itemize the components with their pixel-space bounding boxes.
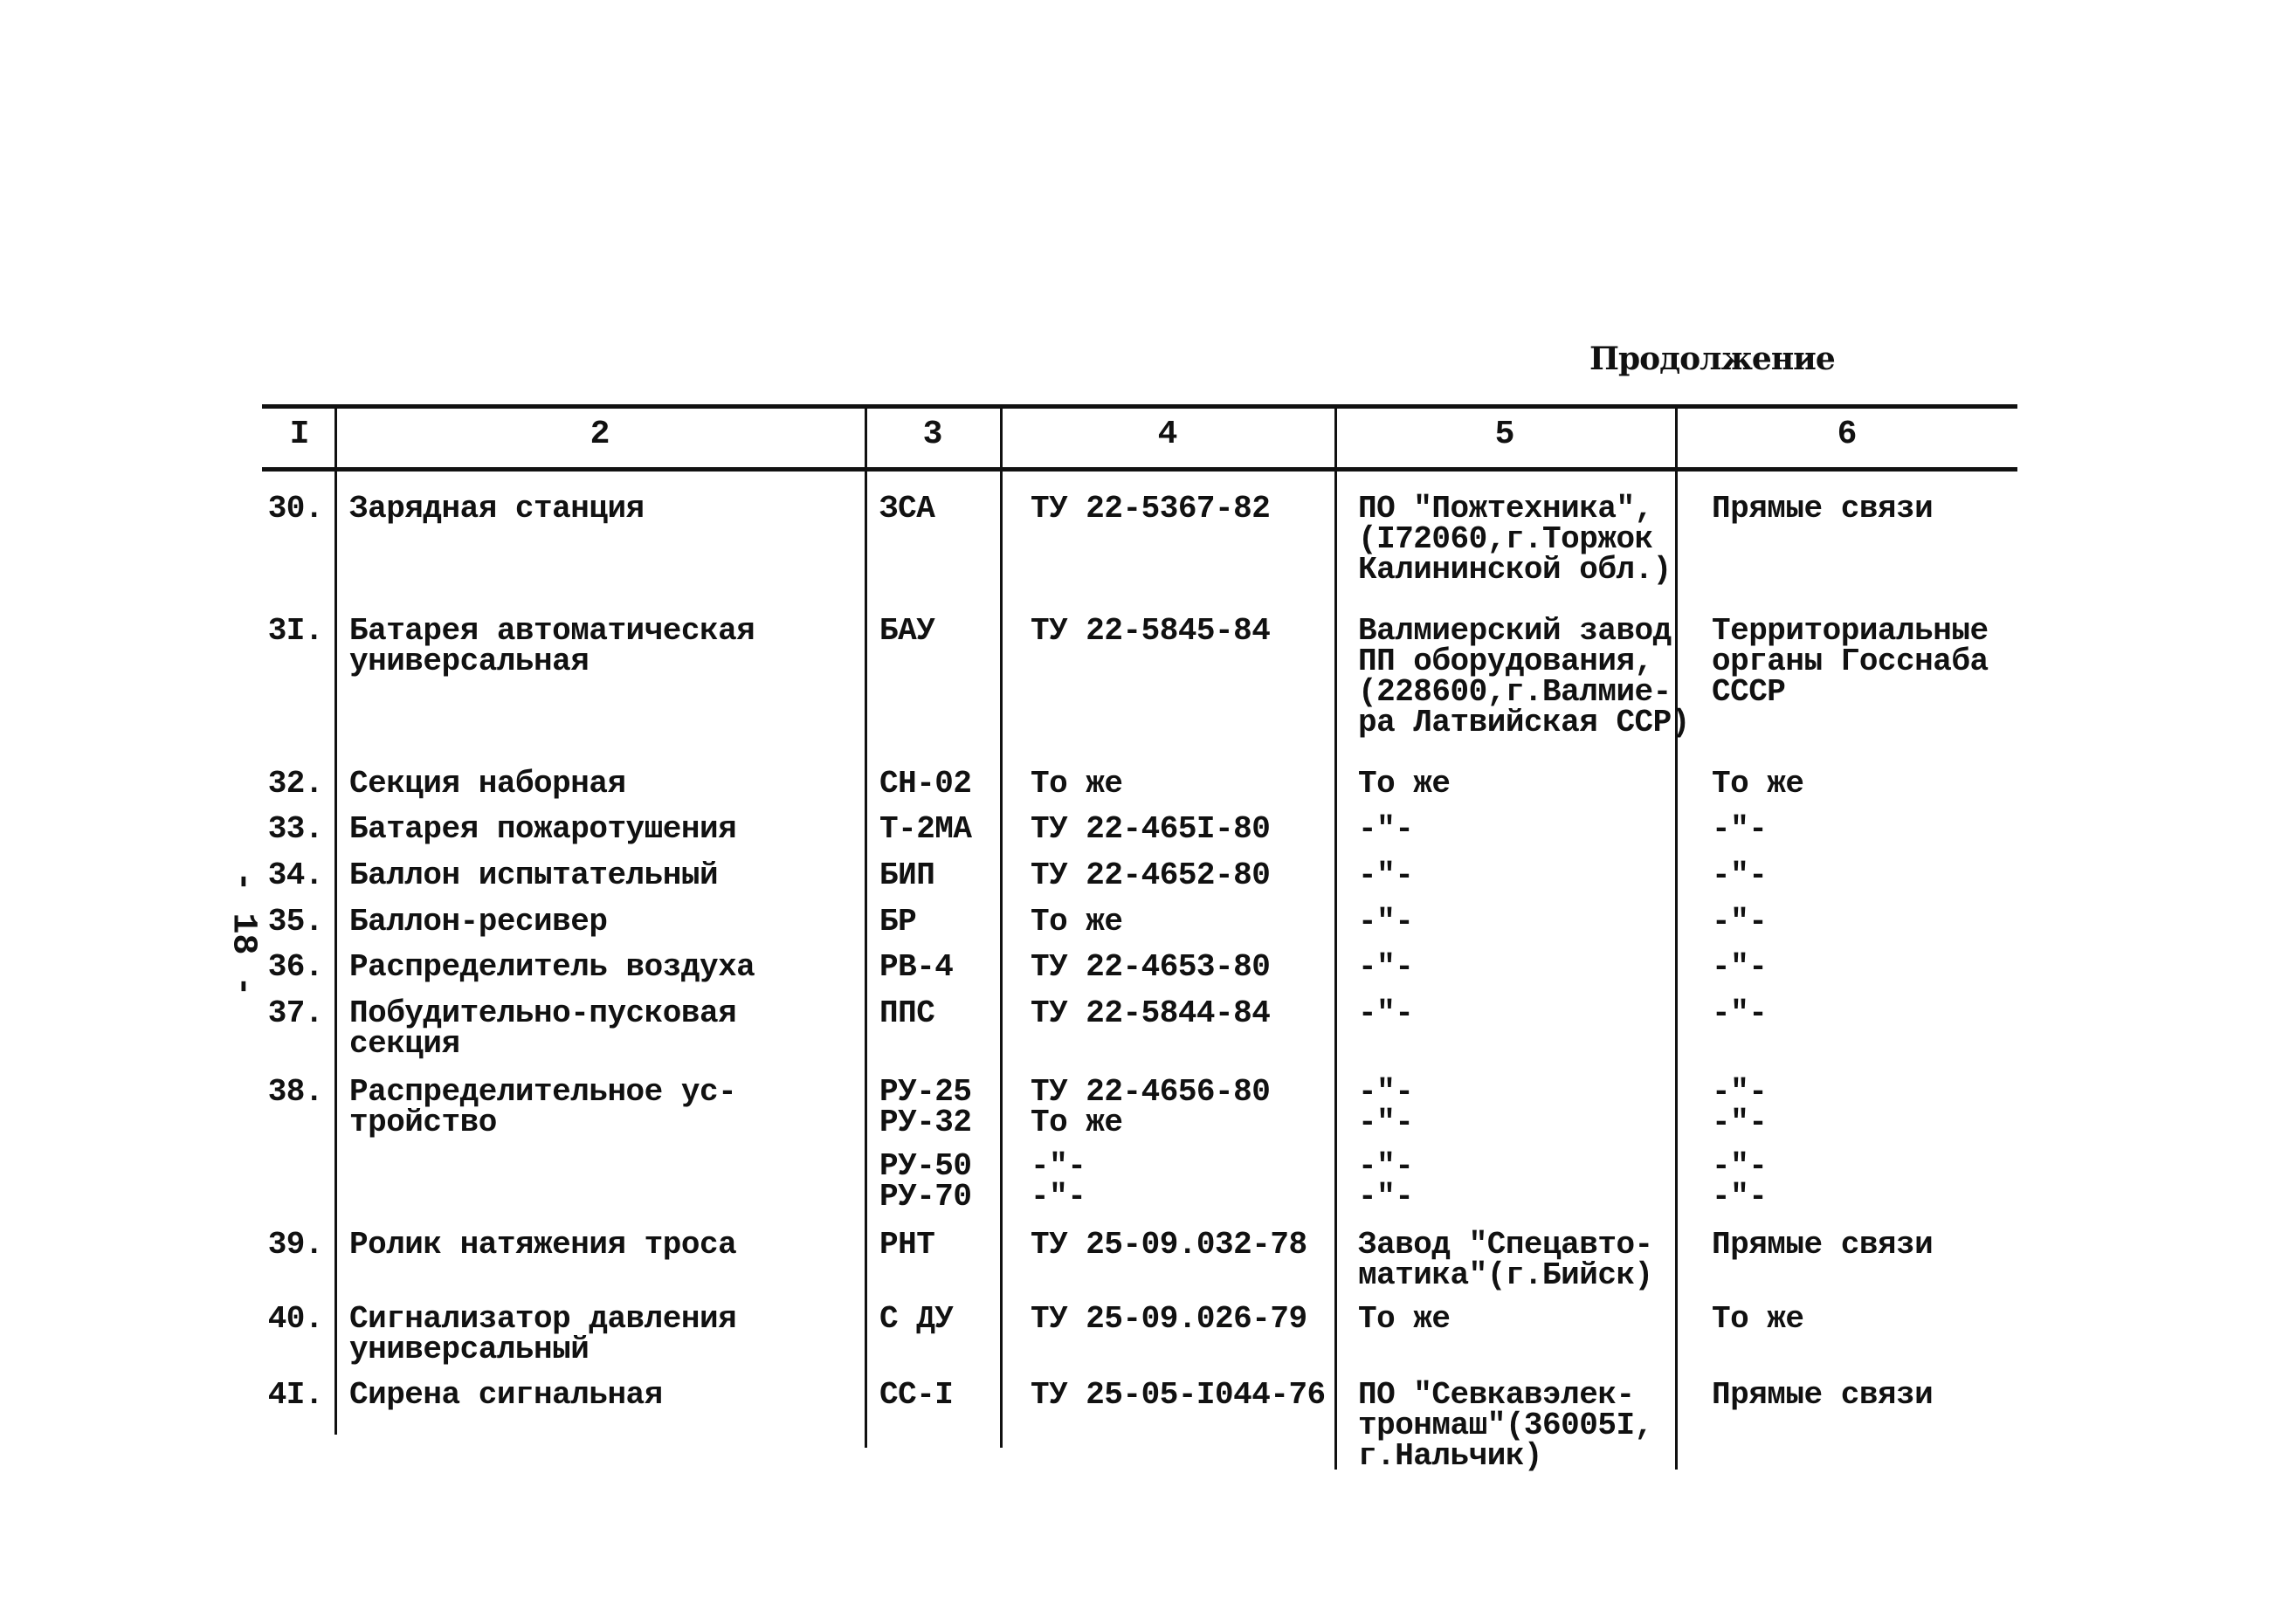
item-manufacturer: То же: [1358, 766, 1451, 802]
item-spec: ТУ 22-4653-80: [1031, 949, 1271, 985]
row-number: 37.: [267, 995, 323, 1031]
item-code: ЗСА: [879, 491, 935, 527]
item-name: Зарядная станция: [349, 491, 645, 527]
item-name: Распределительное ус- тройство: [349, 1074, 737, 1140]
item-manufacturer: -"- -"-: [1358, 1074, 1414, 1140]
item-supply: -"-: [1712, 857, 1768, 893]
item-code: РУ-50 РУ-70: [879, 1148, 972, 1215]
item-supply: -"-: [1712, 995, 1768, 1031]
column-divider-1: [334, 409, 337, 1435]
header-cell-3: 3: [922, 416, 943, 453]
item-name: Баллон испытательный: [349, 857, 719, 893]
item-supply: -"-: [1712, 811, 1768, 847]
item-code: ППС: [879, 995, 935, 1031]
item-name: Сигнализатор давления универсальный: [349, 1301, 737, 1367]
item-manufacturer: -"-: [1358, 995, 1414, 1031]
item-manufacturer: -"-: [1358, 949, 1414, 985]
item-code: СН-02: [879, 766, 972, 802]
item-name: Секция наборная: [349, 766, 626, 802]
row-number: 4I.: [267, 1377, 323, 1413]
item-supply: Территориальные органы Госснаба СССР: [1712, 613, 1989, 710]
item-manufacturer: ПО "Севкавэлек- тронмаш"(36005I, г.Нальчик): [1358, 1377, 1653, 1474]
item-supply: -"- -"-: [1712, 1074, 1768, 1140]
item-supply: Прямые связи: [1712, 1227, 1934, 1263]
item-name: Сирена сигнальная: [349, 1377, 663, 1413]
column-divider-3: [1000, 409, 1003, 1448]
row-number: 34.: [267, 857, 323, 893]
item-manufacturer: Валмиерский завод ПП оборудования, (228600,г.Валмие- ра Латвийская ССР): [1358, 613, 1690, 740]
item-manufacturer: То же: [1358, 1301, 1451, 1337]
row-number: 39.: [267, 1227, 323, 1263]
item-code: С ДУ: [879, 1301, 954, 1337]
item-supply: -"-: [1712, 949, 1768, 985]
item-spec: -"- -"-: [1031, 1148, 1086, 1215]
column-divider-4: [1334, 409, 1337, 1470]
item-name: Побудительно-пусковая секция: [349, 995, 737, 1062]
item-code: РУ-25 РУ-32: [879, 1074, 972, 1140]
item-manufacturer: -"- -"-: [1358, 1148, 1414, 1215]
item-supply: То же: [1712, 766, 1804, 802]
item-supply: Прямые связи: [1712, 491, 1934, 527]
header-cell-5: 5: [1494, 416, 1515, 453]
item-manufacturer: -"-: [1358, 904, 1414, 940]
column-divider-5: [1675, 409, 1678, 1470]
item-code: РНТ: [879, 1227, 935, 1263]
item-code: БАУ: [879, 613, 935, 649]
row-number: 38.: [267, 1074, 323, 1110]
continuation-label: Продолжение: [1589, 341, 1835, 377]
item-manufacturer: Завод "Спецавто- матика"(г.Бийск): [1358, 1227, 1653, 1293]
item-spec: ТУ 22-465I-80: [1031, 811, 1271, 847]
item-supply: То же: [1712, 1301, 1804, 1337]
item-code: РВ-4: [879, 949, 954, 985]
item-manufacturer: -"-: [1358, 857, 1414, 893]
header-cell-2: 2: [590, 416, 610, 453]
item-code: СС-I: [879, 1377, 954, 1413]
item-spec: ТУ 22-5367-82: [1031, 491, 1271, 527]
row-number: 30.: [267, 491, 323, 527]
item-spec: ТУ 22-4652-80: [1031, 857, 1271, 893]
table-header-rule: [262, 467, 2017, 472]
item-code: БР: [879, 904, 917, 940]
header-cell-6: 6: [1837, 416, 1858, 453]
item-name: Баллон-ресивер: [349, 904, 608, 940]
table-top-rule: [262, 404, 2017, 409]
column-divider-2: [865, 409, 867, 1448]
header-cell-4: 4: [1157, 416, 1178, 453]
row-number: 35.: [267, 904, 323, 940]
item-spec: ТУ 22-5845-84: [1031, 613, 1271, 649]
item-manufacturer: ПО "Пожтехника", (I72060,г.Торжок Калининской обл.): [1358, 491, 1672, 588]
item-supply: -"- -"-: [1712, 1148, 1768, 1215]
item-code: Т-2МА: [879, 811, 972, 847]
item-spec: То же: [1031, 904, 1123, 940]
item-supply: -"-: [1712, 904, 1768, 940]
item-name: Распределитель воздуха: [349, 949, 755, 985]
row-number: 40.: [267, 1301, 323, 1337]
item-spec: ТУ 25-09.032-78: [1031, 1227, 1307, 1263]
item-manufacturer: -"-: [1358, 811, 1414, 847]
page-number: - 18 -: [223, 871, 263, 997]
row-number: 33.: [267, 811, 323, 847]
row-number: 36.: [267, 949, 323, 985]
item-spec: ТУ 25-09.026-79: [1031, 1301, 1307, 1337]
row-number: 3I.: [267, 613, 323, 649]
item-spec: То же: [1031, 766, 1123, 802]
item-spec: ТУ 22-5844-84: [1031, 995, 1271, 1031]
item-spec: ТУ 25-05-I044-76: [1031, 1377, 1326, 1413]
item-supply: Прямые связи: [1712, 1377, 1934, 1413]
item-name: Батарея автоматическая универсальная: [349, 613, 755, 679]
item-code: БИП: [879, 857, 935, 893]
item-spec: ТУ 22-4656-80 То же: [1031, 1074, 1271, 1140]
item-name: Ролик натяжения троса: [349, 1227, 737, 1263]
row-number: 32.: [267, 766, 323, 802]
item-name: Батарея пожаротушения: [349, 811, 737, 847]
header-cell-1: I: [289, 416, 310, 453]
